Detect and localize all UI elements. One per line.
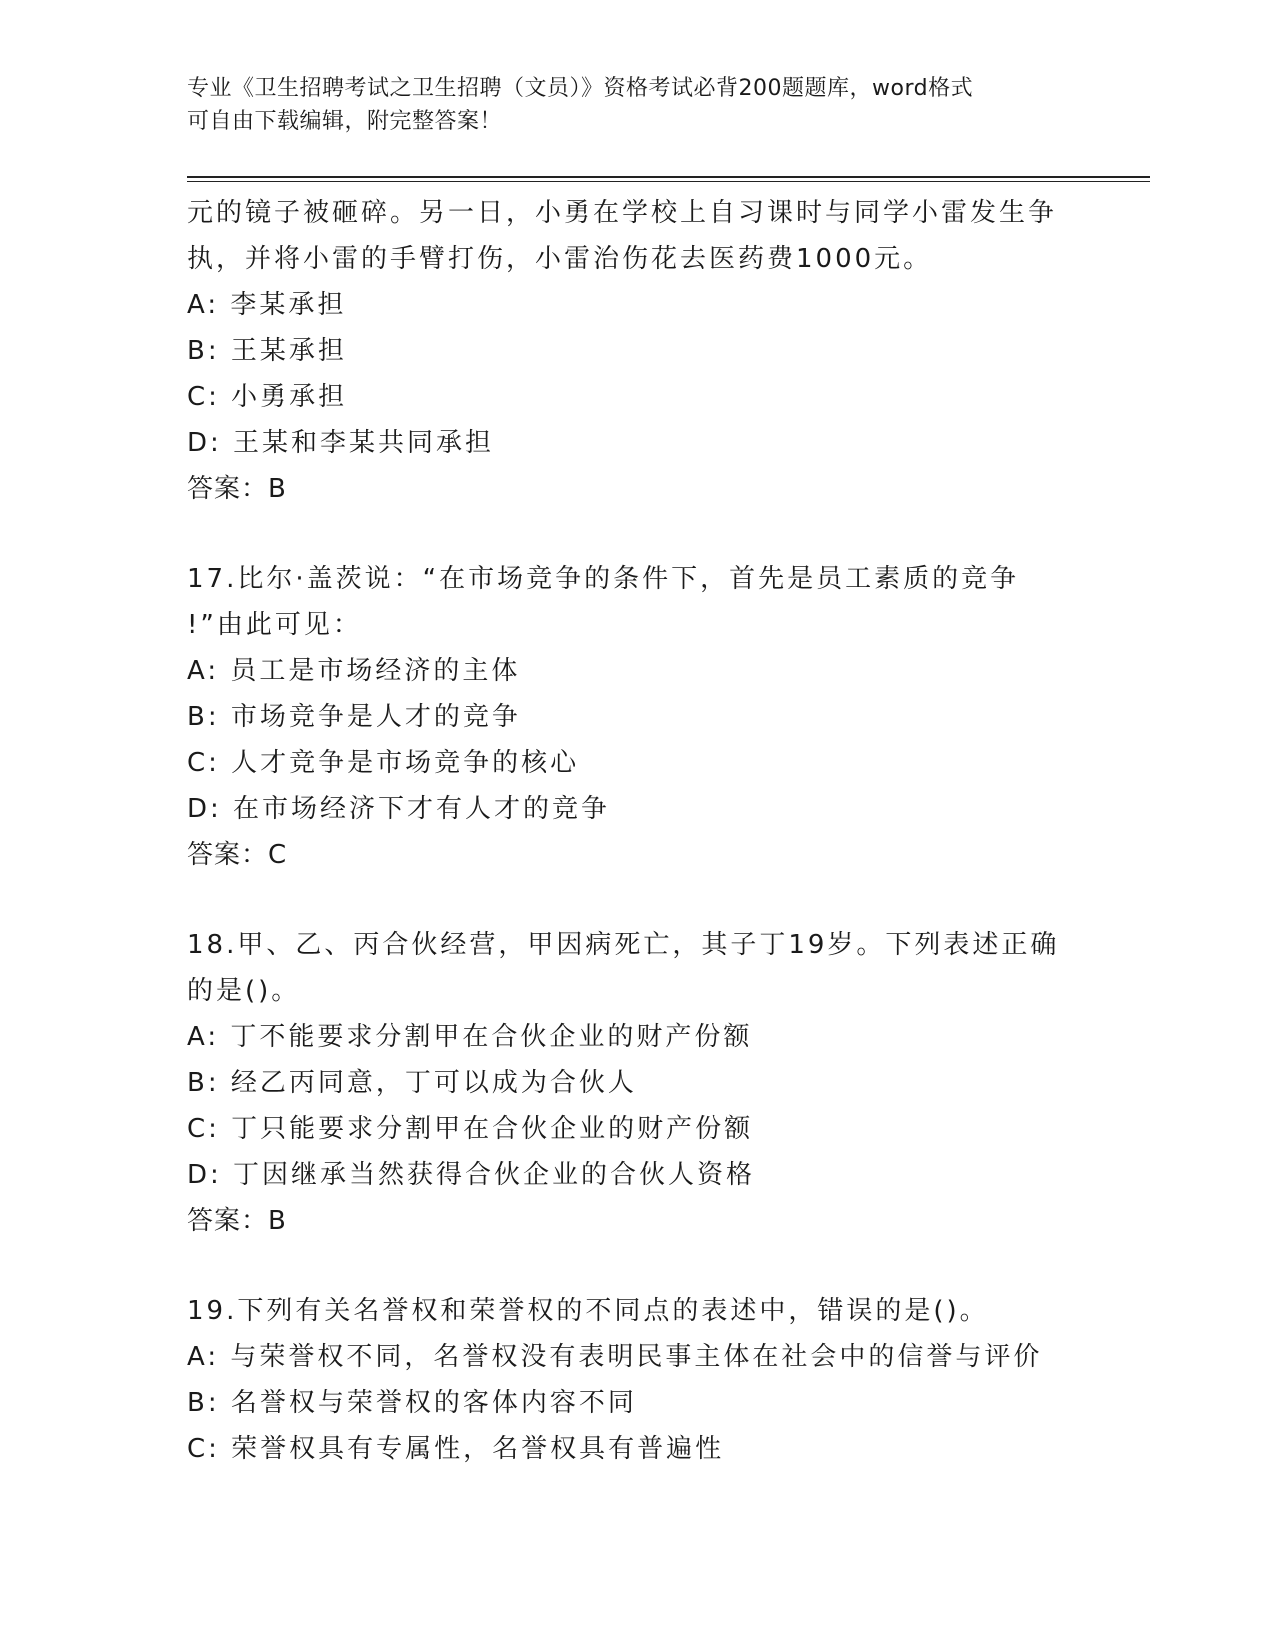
- question-text: 17.比尔·盖茨说：“在市场竞争的条件下，首先是员工素质的竞争: [187, 564, 1020, 594]
- document-header: [187, 72, 1067, 138]
- header-divider: [187, 176, 1150, 182]
- header-title-line-1: 专业《卫生招聘考试之卫生招聘（文员）》资格考试必背200题题库，word格式: [187, 76, 974, 101]
- question-text: 19.下列有关名誉权和荣誉权的不同点的表述中，错误的是()。: [187, 1296, 989, 1326]
- question-block: [187, 556, 1087, 878]
- option-a: A: 员工是市场经济的主体: [187, 656, 521, 686]
- question-block: [187, 190, 1087, 512]
- option-c: C: 丁只能要求分割甲在合伙企业的财产份额: [187, 1114, 754, 1144]
- option-b: B: 经乙丙同意，丁可以成为合伙人: [187, 1068, 637, 1098]
- option-b: B: 市场竞争是人才的竞争: [187, 702, 521, 732]
- option-c: C: 人才竞争是市场竞争的核心: [187, 748, 580, 778]
- question-text: 的是()。: [187, 976, 301, 1006]
- answer: 答案：C: [187, 840, 288, 870]
- option-a: A: 与荣誉权不同，名誉权没有表明民事主体在社会中的信誉与评价: [187, 1342, 1043, 1372]
- option-c: C: 小勇承担: [187, 382, 348, 412]
- option-d: D: 王某和李某共同承担: [187, 428, 495, 458]
- option-b: B: 王某承担: [187, 336, 347, 366]
- option-a: A: 丁不能要求分割甲在合伙企业的财产份额: [187, 1022, 753, 1052]
- question-text: !”由此可见：: [187, 610, 362, 640]
- option-d: D: 丁因继承当然获得合伙企业的合伙人资格: [187, 1160, 756, 1190]
- question-block: [187, 1288, 1087, 1472]
- question-text: 执，并将小雷的手臂打伤，小雷治伤花去医药费1000元。: [187, 244, 933, 274]
- answer: 答案：B: [187, 474, 287, 504]
- header-title-line-2: 可自由下载编辑，附完整答案！: [187, 109, 503, 134]
- option-a: A: 李某承担: [187, 290, 347, 320]
- question-text: 18.甲、乙、丙合伙经营，甲因病死亡，其子丁19岁。下列表述正确: [187, 930, 1060, 960]
- option-c: C: 荣誉权具有专属性，名誉权具有普遍性: [187, 1434, 725, 1464]
- question-text: 元的镜子被砸碎。另一日，小勇在学校上自习课时与同学小雷发生争: [187, 198, 1058, 228]
- option-d: D: 在市场经济下才有人才的竞争: [187, 794, 611, 824]
- question-list: [187, 190, 1087, 1472]
- answer: 答案：B: [187, 1206, 287, 1236]
- question-block: [187, 922, 1087, 1244]
- option-b: B: 名誉权与荣誉权的客体内容不同: [187, 1388, 637, 1418]
